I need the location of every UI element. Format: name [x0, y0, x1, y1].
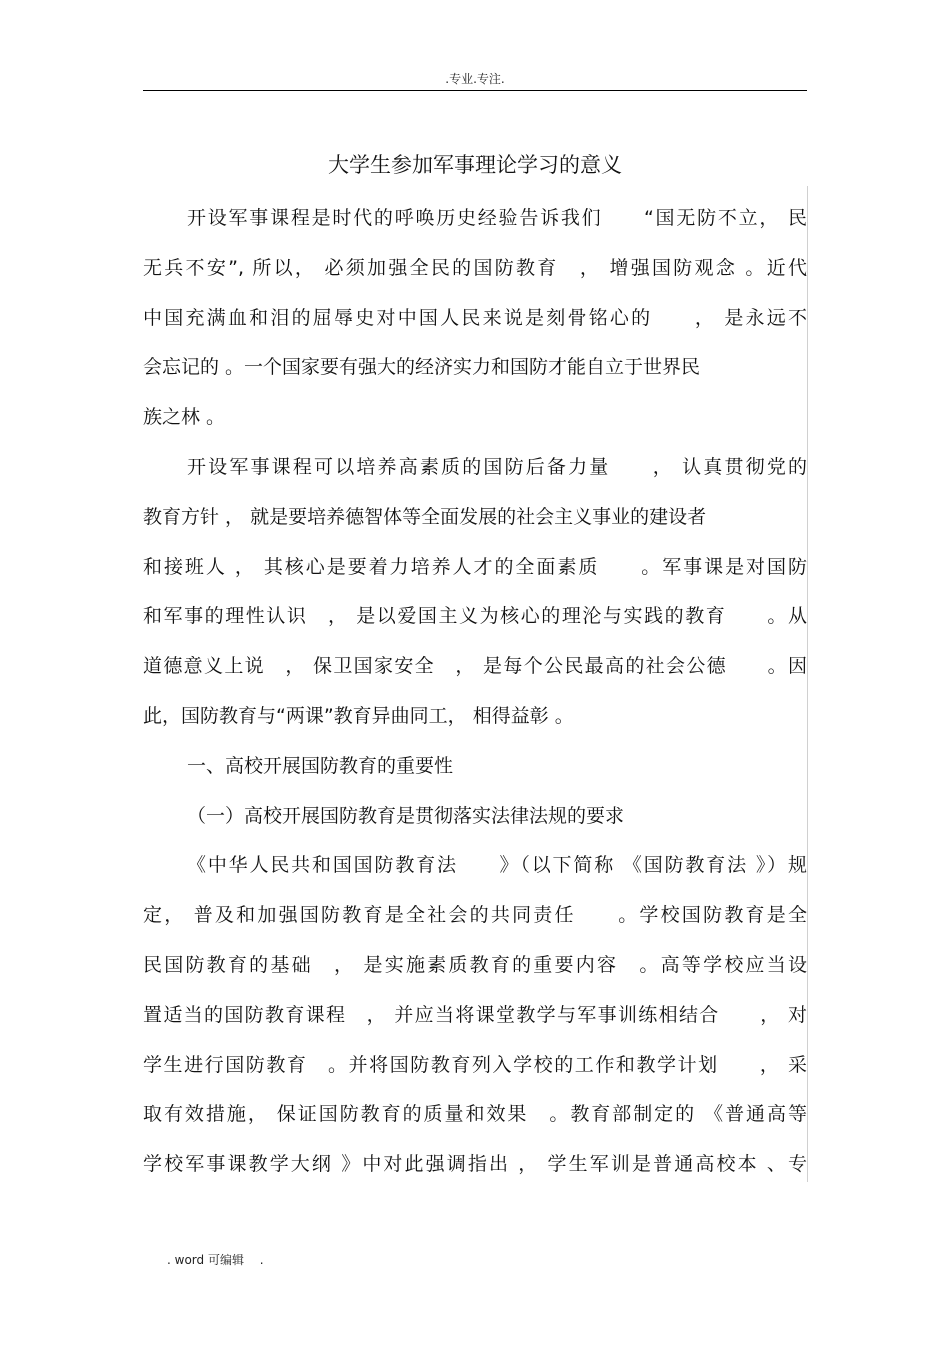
- body-line: 中国充满血和泪的屈辱史对中国人民来说是刻骨铭心的 ， 是永远不: [143, 307, 807, 329]
- body-line: 开设军事课程可以培养高素质的国防后备力量 ， 认真贯彻党的: [187, 456, 807, 478]
- text-block-right-border: [807, 186, 808, 1182]
- body-line: 《中华人民共和国国防教育法 》（以下简称 《国防教育法 》）规: [187, 854, 807, 876]
- page-footer: . word 可编辑 .: [167, 1253, 264, 1267]
- body-line: 无兵不安”, 所以， 必须加强全民的国防教育 ， 增强国防观念 。近代: [143, 257, 807, 279]
- body-line: 取有效措施， 保证国防教育的质量和效果 。教育部制定的 《普通高等: [143, 1103, 807, 1125]
- body-line: 会忘记的 。一个国家要有强大的经济实力和国防才能自立于世界民: [143, 356, 701, 378]
- body-line: 一、高校开展国防教育的重要性: [187, 755, 454, 777]
- body-line: 族之林 。: [143, 406, 226, 428]
- body-line: 民国防教育的基础 ， 是实施素质教育的重要内容 。高等学校应当设: [143, 954, 807, 976]
- body-line: 定， 普及和加强国防教育是全社会的共同责任 。学校国防教育是全: [143, 904, 807, 926]
- body-line: 开设军事课程是时代的呼唤历史经验告诉我们 “国无防不立， 民: [187, 207, 807, 229]
- body-line: 置适当的国防教育课程 ， 并应当将课堂教学与军事训练相结合 ， 对: [143, 1004, 807, 1026]
- body-line: 教育方针 ， 就是要培养德智体等全面发展的社会主义事业的建设者: [143, 506, 707, 528]
- header-divider: [143, 90, 807, 91]
- document-title: 大学生参加军事理论学习的意义: [328, 153, 622, 177]
- body-line: 道德意义上说 ， 保卫国家安全 ， 是每个公民最高的社会公德 。因: [143, 655, 807, 677]
- body-line: 学校军事课教学大纲 》中对此强调指出 ， 学生军训是普通高校本 、专: [143, 1153, 807, 1175]
- page-header: .专业.专注.: [445, 72, 505, 86]
- body-line: 此，国防教育与“两课”教育异曲同工， 相得益彰 。: [143, 705, 574, 727]
- body-line: 学生进行国防教育 。并将国防教育列入学校的工作和教学计划 ， 采: [143, 1054, 807, 1076]
- body-line: 和军事的理性认识 ， 是以爱国主义为核心的理沦与实践的教育 。从: [143, 605, 807, 627]
- body-line: （一）高校开展国防教育是贯彻落实法律法规的要求: [187, 805, 625, 827]
- body-line: 和接班人 ， 其核心是要着力培养人才的全面素质 。军事课是对国防: [143, 556, 807, 578]
